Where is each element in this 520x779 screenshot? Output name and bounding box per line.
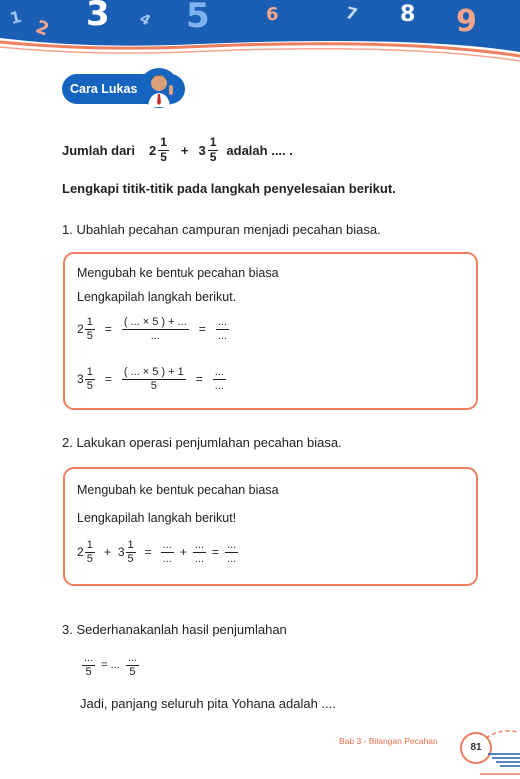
banner-number: 9 [456, 4, 477, 39]
question [62, 136, 293, 165]
equals-sign: = ... [101, 659, 120, 672]
numerator: 1 [209, 135, 217, 149]
numerator: 1 [86, 539, 93, 551]
step-3-text: 3. Sederhanakanlah hasil penjumlahan [62, 622, 287, 637]
denominator: 5 [129, 665, 136, 678]
whole: 3 [77, 372, 84, 387]
denominator: ... [194, 552, 205, 565]
denominator: 5 [86, 379, 93, 392]
denominator: 5 [86, 552, 93, 565]
question-prefix: Jumlah dari [62, 142, 135, 158]
fraction [225, 539, 238, 565]
box-title: Mengubah ke bentuk pecahan biasa [77, 483, 279, 497]
fraction [122, 366, 186, 392]
step-2-box [63, 467, 478, 586]
box-subtitle: Lengkapilah langkah berikut. [77, 290, 237, 304]
simplification-equation [80, 652, 141, 678]
plus-sign: + [180, 142, 189, 158]
denominator: ... [227, 552, 237, 565]
numerator: ... [214, 366, 224, 378]
box-title: Mengubah ke bentuk pecahan biasa [77, 266, 279, 280]
equals-sign: = [212, 545, 220, 560]
numerator: ... [227, 539, 237, 551]
equals-sign: = [104, 372, 112, 387]
numerator: ... [162, 539, 172, 551]
step-1-box [63, 252, 478, 410]
fraction [158, 136, 169, 165]
equals-sign: = [198, 322, 206, 337]
numerator: ... [127, 652, 137, 664]
numerator: ( ... × 5 ) + ... [123, 316, 187, 328]
cara-lukas-label: Cara Lukas [62, 74, 185, 104]
fraction [126, 539, 136, 565]
fraction [85, 366, 95, 392]
banner-number: 8 [400, 2, 416, 27]
top-banner [0, 0, 520, 62]
whole: 3 [117, 545, 125, 560]
fraction [216, 316, 229, 342]
fraction [208, 136, 219, 165]
conversion-equation-1 [77, 316, 231, 342]
equals-sign: = [195, 372, 203, 387]
numerator: 1 [160, 135, 167, 149]
numerator: ... [217, 316, 227, 328]
banner-number: 3 [86, 0, 110, 34]
banner-number: 7 [343, 2, 360, 25]
denominator: 5 [127, 552, 134, 565]
denominator: ... [162, 552, 172, 565]
banner-number: 5 [186, 0, 210, 36]
numerator: 1 [127, 539, 134, 551]
conversion-equation-2 [77, 366, 228, 392]
fraction [126, 652, 139, 678]
numerator: 1 [86, 366, 93, 378]
step-2-text: 2. Lakukan operasi penjumlahan pecahan biasa. [62, 435, 342, 450]
fraction [213, 366, 226, 392]
fraction [161, 539, 174, 565]
plus-sign: + [179, 545, 187, 560]
conclusion-text: Jadi, panjang seluruh pita Yohana adalah .... [80, 696, 336, 711]
denominator: ... [217, 329, 227, 342]
box-subtitle: Lengkapilah langkah berikut! [77, 511, 237, 525]
fraction [85, 539, 95, 565]
equals-sign: = [104, 322, 112, 337]
mixed-number-whole: 2 [148, 142, 157, 158]
denominator: 5 [160, 149, 167, 164]
page-number: 81 [460, 732, 492, 764]
denominator: ... [214, 379, 224, 392]
numerator: ... [84, 652, 94, 664]
numerator: ... [194, 539, 205, 551]
footer-decoration [480, 728, 520, 779]
numerator: 1 [86, 316, 93, 328]
banner-number: 6 [266, 4, 279, 25]
fraction [193, 539, 206, 565]
banner-number: 1 [7, 6, 24, 29]
banner-background [0, 0, 520, 62]
whole: 2 [77, 322, 84, 337]
denominator: 5 [150, 379, 157, 392]
instruction: Lengkapi titik-titik pada langkah penyelesaian berikut. [62, 181, 396, 196]
student-avatar-icon [138, 67, 180, 109]
plus-sign: + [103, 545, 111, 560]
denominator: 5 [86, 329, 93, 342]
banner-number: 4 [136, 10, 154, 30]
numerator: ( ... × 5 ) + 1 [123, 366, 184, 378]
denominator: ... [150, 329, 160, 342]
denominator: 5 [209, 149, 217, 164]
step-1-text: 1. Ubahlah pecahan campuran menjadi pecahan biasa. [62, 222, 381, 237]
equals-sign: = [144, 545, 152, 560]
question-suffix: adalah .... . [226, 142, 293, 158]
banner-number: 2 [32, 16, 52, 41]
mixed-number-whole: 3 [198, 142, 206, 158]
fraction [122, 316, 189, 342]
fraction [85, 316, 95, 342]
fraction [82, 652, 95, 678]
chapter-label: Bab 3 - Bilangan Pecahan [339, 736, 438, 746]
addition-equation [77, 539, 240, 565]
denominator: 5 [85, 665, 92, 678]
whole: 2 [77, 545, 84, 560]
